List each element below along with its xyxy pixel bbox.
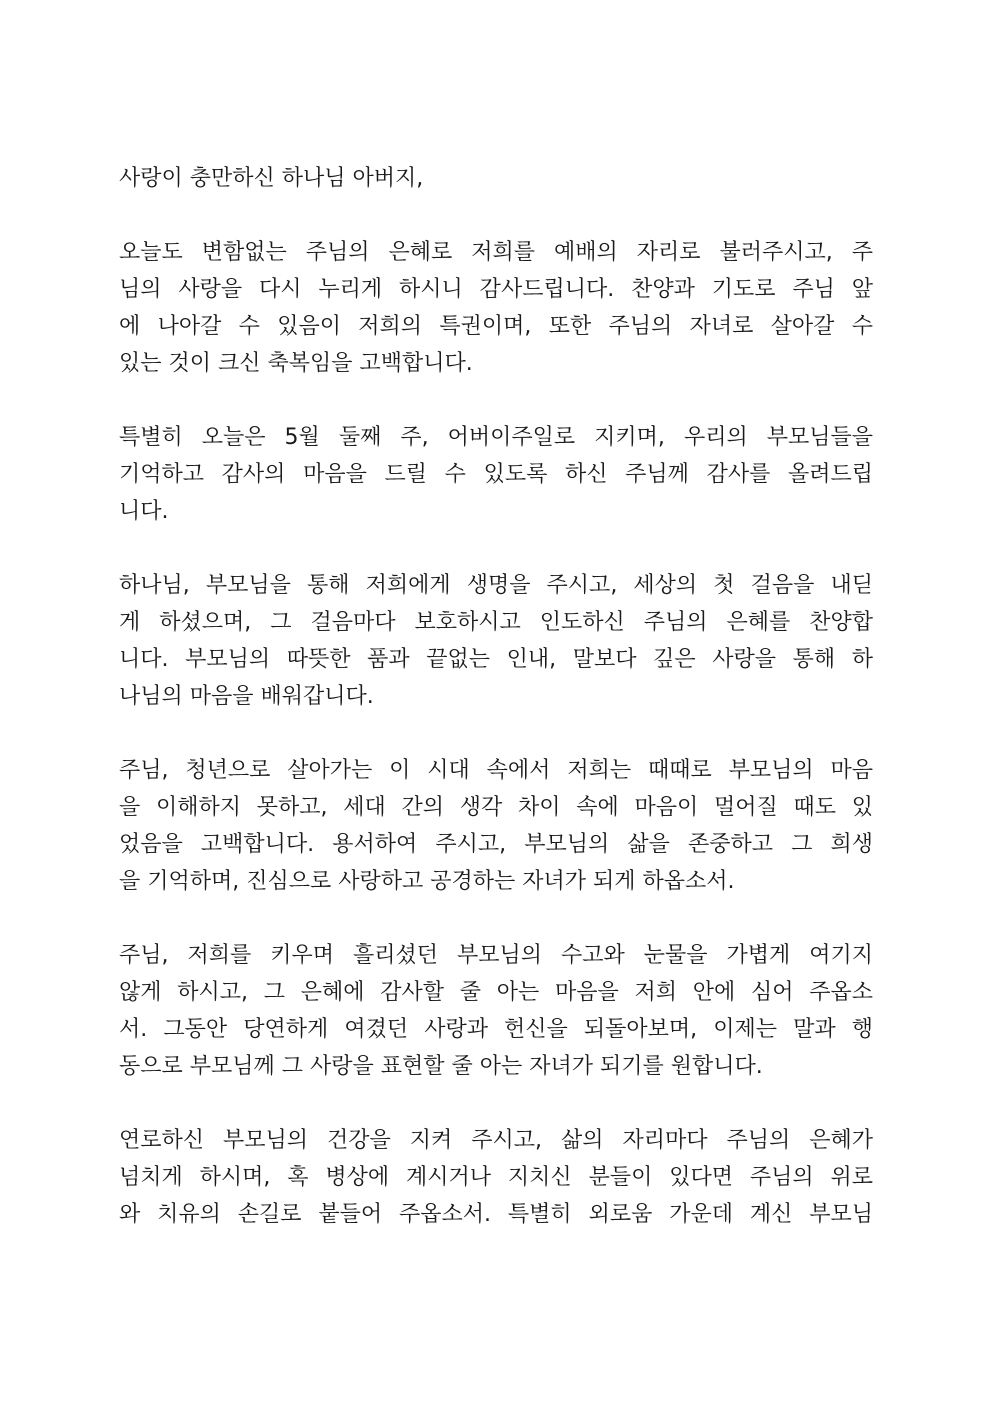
prayer-text bbox=[119, 160, 873, 1270]
text-line: 특별히 오늘은 5월 둘째 주, 어버이주일로 지키며, 우리의 부모님들을 bbox=[119, 425, 873, 450]
paragraph-1 bbox=[119, 234, 873, 382]
paragraph-3 bbox=[119, 567, 873, 715]
text-line: 나님의 마음을 배워갑니다. bbox=[119, 684, 374, 709]
text-line: 을 이해하지 못하고, 세대 간의 생각 차이 속에 마음이 멀어질 때도 있 bbox=[119, 795, 873, 820]
text-line: 주님, 청년으로 살아가는 이 시대 속에서 저희는 때때로 부모님의 마음 bbox=[119, 758, 873, 783]
text-line: 주님, 저희를 키우며 흘리셨던 부모님의 수고와 눈물을 가볍게 여기지 bbox=[119, 943, 873, 968]
paragraph-6 bbox=[119, 1122, 873, 1233]
text-line: 을 기억하며, 진심으로 사랑하고 공경하는 자녀가 되게 하옵소서. bbox=[119, 869, 735, 894]
text-line: 서. 그동안 당연하게 여겼던 사랑과 헌신을 되돌아보며, 이제는 말과 행 bbox=[119, 1017, 873, 1042]
text-line: 연로하신 부모님의 건강을 지켜 주시고, 삶의 자리마다 주님의 은혜가 bbox=[119, 1128, 873, 1153]
text-line: 동으로 부모님께 그 사랑을 표현할 줄 아는 자녀가 되기를 원합니다. bbox=[119, 1054, 763, 1079]
text-line: 있는 것이 크신 축복임을 고백합니다. bbox=[119, 351, 473, 376]
paragraph-4 bbox=[119, 752, 873, 900]
text-line: 넘치게 하시며, 혹 병상에 계시거나 지치신 분들이 있다면 주님의 위로 bbox=[119, 1165, 873, 1190]
text-line: 하나님, 부모님을 통해 저희에게 생명을 주시고, 세상의 첫 걸음을 내딛 bbox=[119, 573, 873, 598]
text-line: 오늘도 변함없는 주님의 은혜로 저희를 예배의 자리로 불러주시고, 주 bbox=[119, 240, 873, 265]
text-line: 니다. bbox=[119, 499, 169, 524]
text-line: 에 나아갈 수 있음이 저희의 특권이며, 또한 주님의 자녀로 살아갈 수 bbox=[119, 314, 873, 339]
text-line: 님의 사랑을 다시 누리게 하시니 감사드립니다. 찬양과 기도로 주님 앞 bbox=[119, 277, 873, 302]
text-line: 않게 하시고, 그 은혜에 감사할 줄 아는 마음을 저희 안에 심어 주옵소 bbox=[119, 980, 873, 1005]
text-line: 었음을 고백합니다. 용서하여 주시고, 부모님의 삶을 존중하고 그 희생 bbox=[119, 832, 873, 857]
text-line: 게 하셨으며, 그 걸음마다 보호하시고 인도하신 주님의 은혜를 찬양합 bbox=[119, 610, 873, 635]
text-line: 기억하고 감사의 마음을 드릴 수 있도록 하신 주님께 감사를 올려드립 bbox=[119, 462, 873, 487]
greeting-line: 사랑이 충만하신 하나님 아버지, bbox=[119, 166, 424, 191]
text-line: 와 치유의 손길로 붙들어 주옵소서. 특별히 외로움 가운데 계신 부모님 bbox=[119, 1202, 873, 1227]
text-line: 니다. 부모님의 따뜻한 품과 끝없는 인내, 말보다 깊은 사랑을 통해 하 bbox=[119, 647, 873, 672]
paragraph-5 bbox=[119, 937, 873, 1085]
paragraph-2 bbox=[119, 419, 873, 530]
